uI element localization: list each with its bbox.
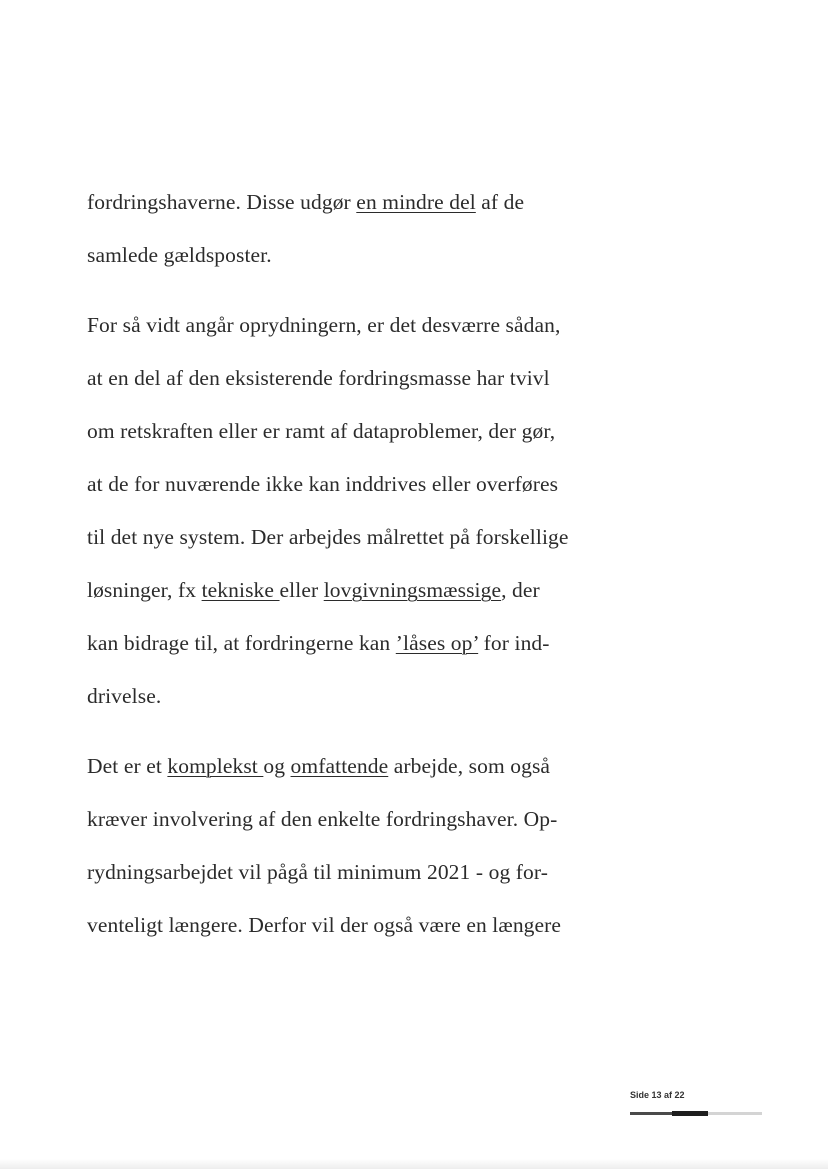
text-segment: af de (475, 190, 525, 214)
text-segment: at en del af den eksisterende fordringsmasse har tvivl (87, 366, 550, 390)
body-text (87, 176, 647, 952)
text-line (87, 176, 647, 229)
text-segment: til det nye system. Der arbejdes målrettet på forskellige (87, 525, 569, 549)
text-line (87, 229, 647, 282)
text-segment: drivelse. (87, 684, 162, 708)
text-segment: fordringshaverne. Disse udgør (87, 190, 357, 214)
paragraph (87, 740, 647, 952)
underlined-phrase: en mindre del (356, 190, 476, 214)
text-segment: rydningsarbejdet vil pågå til minimum 2021 - og for- (87, 860, 548, 884)
text-segment: kræver involvering af den enkelte fordringshaver. Op- (87, 807, 558, 831)
text-line (87, 740, 647, 793)
text-line (87, 564, 647, 617)
text-segment: For så vidt angår oprydningern, er det desværre sådan, (87, 313, 561, 337)
underlined-phrase: lovgivningsmæssige (323, 578, 502, 602)
text-segment: løsninger, fx (87, 578, 202, 602)
underlined-phrase: ’låses op’ (395, 631, 479, 655)
text-line (87, 511, 647, 564)
text-segment: arbejde, som også (388, 754, 551, 778)
text-segment: eller (279, 578, 324, 602)
text-line (87, 793, 647, 846)
text-line (87, 670, 647, 723)
text-line (87, 405, 647, 458)
underlined-phrase: tekniske (201, 578, 280, 602)
text-segment: samlede gældsposter. (87, 243, 272, 267)
text-segment: kan bidrage til, at fordringerne kan (87, 631, 396, 655)
text-segment: at de for nuværende ikke kan inddrives eller overføres (87, 472, 559, 496)
text-line (87, 846, 647, 899)
page-progress-bar (630, 1110, 762, 1117)
text-segment: og (263, 754, 291, 778)
text-line (87, 458, 647, 511)
text-segment: for ind- (478, 631, 550, 655)
text-segment: venteligt længere. Derfor vil der også være en længere (87, 913, 562, 937)
underlined-phrase: omfattende (290, 754, 389, 778)
page-number: Side 13 af 22 (630, 1090, 685, 1100)
underlined-phrase: komplekst (167, 754, 264, 778)
paragraph (87, 176, 647, 282)
text-segment: Det er et (87, 754, 168, 778)
text-line (87, 299, 647, 352)
text-segment: , der (501, 578, 540, 602)
text-segment: om retskraften eller er ramt af dataproblemer, der gør, (87, 419, 556, 443)
scan-edge (0, 1159, 828, 1169)
text-line (87, 899, 647, 952)
text-line (87, 617, 647, 670)
paragraph (87, 299, 647, 723)
page-progress-marker (672, 1111, 708, 1116)
text-line (87, 352, 647, 405)
